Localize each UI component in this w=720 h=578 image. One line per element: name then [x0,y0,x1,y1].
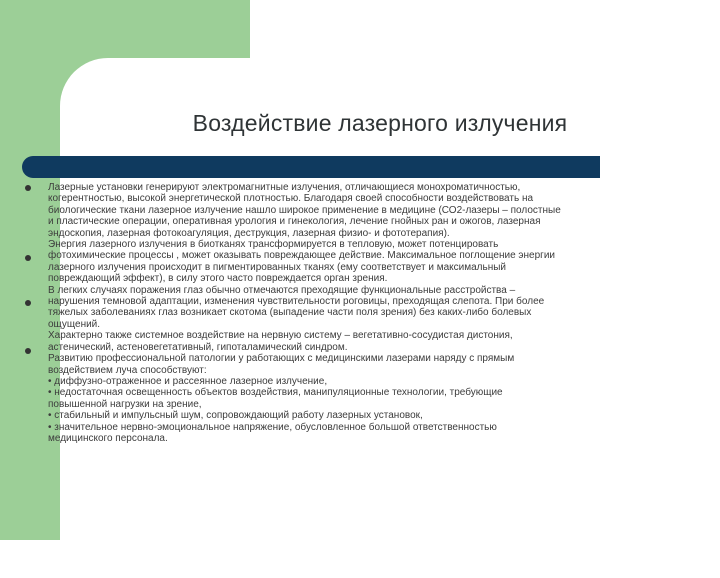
text-line: В легких случаях поражения глаз обычно отмечаются преходящие функциональные расстройства – [48,284,516,296]
text-line: и пластические операции, оперативная урология и гинекология, лечение гнойных ран и ожогов, лазерная [48,216,541,228]
bullet-marker-1 [25,185,31,191]
text-line: эндоскопия, лазерная фотокоагуляция, деструкция, лазерная физио- и фототерапия). [48,227,450,239]
text-line: • стабильный и импульсный шум, сопровождающий работу лазерных установок, [48,410,423,422]
text-line: астенический, астеновегетативный, гипоталамический синдром. [48,341,348,353]
text-line: медицинского персонала. [48,432,168,444]
text-line: тяжелых заболеваниях глаз возникает скотома (выпадение части поля зрения) без каких-либо болевых [48,307,532,319]
text-line: биологические ткани лазерное излучение нашло широкое применение в медицине (СО2-лазеры – полостные [48,204,561,216]
text-line: повреждающий эффект), в силу этого часто повреждается орган зрения. [48,273,388,285]
text-line: • недостаточная освещенность объектов воздействия, манипуляционные технологии, требующие [48,387,503,399]
text-line: нарушения темновой адаптации, изменения чувствительности роговицы, преходящая слепота. При более [48,296,545,308]
title-accent-bar [22,156,600,178]
text-line: Развитию профессиональной патологии у работающих с медицинскими лазерами наряду с прямым [48,353,515,365]
text-line: ощущений. [48,318,101,330]
text-line: фотохимические процессы , может оказывать повреждающее действие. Максимальное поглощение энергии [48,250,556,262]
text-line: Характерно также системное воздействие на нервную систему – вегетативно-сосудистая дистония, [48,330,513,342]
text-line: воздействием луча способствуют: [48,364,207,376]
text-line: • диффузно-отраженное и рассеянное лазерное излучение, [48,375,328,387]
bullet-marker-3 [25,300,31,306]
slide-body-text [48,182,658,444]
text-line: когерентностью, высокой энергетической плотностью. Благодаря своей способности воздействовать на [48,193,534,205]
text-line: Энергия лазерного излучения в биотканях трансформируется в тепловую, может потенцировать [48,239,499,251]
bullet-marker-2 [25,255,31,261]
text-line: повышенной нагрузки на зрение, [48,398,202,410]
slide-title: Воздействие лазерного излучения [192,110,568,136]
text-line: • значительное нервно-эмоциональное напряжение, обусловленное большой ответственностью [48,421,497,433]
text-line: лазерного излучения происходит в пигментированных тканях (ему соответствует и максимальный [48,261,506,273]
bullet-marker-4 [25,348,31,354]
text-line: Лазерные установки генерируют электромагнитные излучения, отличающиеся монохроматичностью, [48,182,521,193]
